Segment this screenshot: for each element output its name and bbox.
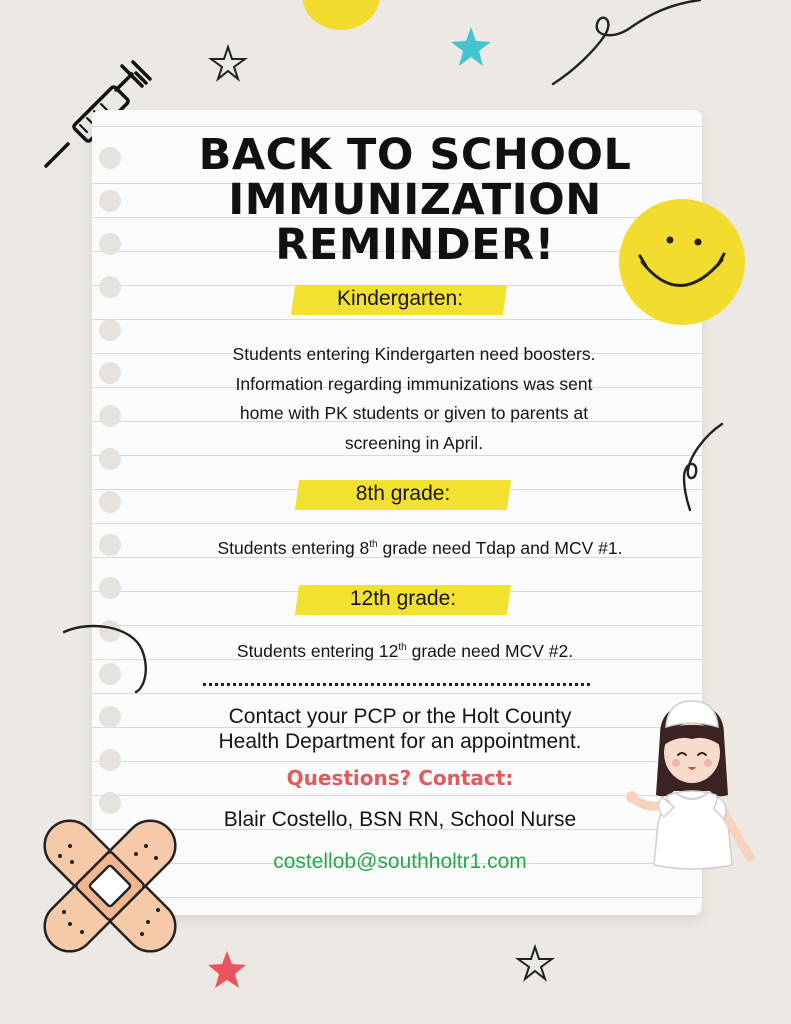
binder-hole bbox=[99, 534, 121, 556]
kindergarten-line: Information regarding immunizations was sent bbox=[235, 373, 593, 394]
binder-hole bbox=[99, 362, 121, 384]
grade12-heading: 12th grade: bbox=[349, 587, 457, 610]
binder-hole bbox=[99, 491, 121, 513]
squiggle-decoration bbox=[545, 0, 705, 90]
contact-line: Health Department for an appointment. bbox=[218, 730, 582, 753]
nurse-illustration bbox=[620, 695, 765, 875]
star-outline-icon bbox=[208, 44, 248, 82]
bandage-icon bbox=[30, 806, 190, 966]
contact-email[interactable]: costellob@southholtr1.com bbox=[273, 850, 527, 873]
squiggle-decoration bbox=[60, 622, 155, 694]
binder-hole bbox=[99, 147, 121, 169]
questions-heading: Questions? Contact: bbox=[286, 766, 514, 790]
title-line: BACK TO SCHOOL bbox=[198, 130, 632, 180]
title-line: REMINDER! bbox=[275, 220, 555, 270]
contact-line: Contact your PCP or the Holt County bbox=[228, 705, 572, 728]
grade8-text-before: Students entering 8 bbox=[217, 537, 370, 558]
ordinal-suffix: th bbox=[369, 539, 378, 550]
page-title bbox=[150, 130, 680, 270]
binder-hole bbox=[99, 577, 121, 599]
grade8-heading: 8th grade: bbox=[355, 482, 451, 505]
blue-star-icon bbox=[448, 25, 494, 69]
dotted-divider bbox=[203, 683, 590, 686]
grade8-text bbox=[150, 530, 690, 563]
grade8-text-after: grade need Tdap and MCV #1. bbox=[377, 537, 623, 558]
binder-hole bbox=[99, 448, 121, 470]
binder-hole bbox=[99, 276, 121, 298]
star-outline-icon bbox=[515, 944, 555, 982]
binder-hole bbox=[99, 405, 121, 427]
contact-instructions bbox=[150, 704, 650, 754]
binder-hole bbox=[99, 233, 121, 255]
yellow-circle-decoration bbox=[302, 0, 380, 30]
binder-hole bbox=[99, 706, 121, 728]
binder-hole bbox=[99, 749, 121, 771]
kindergarten-line: home with PK students or given to parents at bbox=[239, 403, 589, 423]
kindergarten-heading: Kindergarten: bbox=[336, 287, 464, 310]
nurse-name: Blair Costello, BSN RN, School Nurse bbox=[223, 808, 577, 831]
grade12-text bbox=[150, 633, 660, 666]
kindergarten-line: Students entering Kindergarten need boosters. bbox=[232, 344, 596, 364]
kindergarten-text bbox=[150, 340, 678, 458]
ordinal-suffix: th bbox=[398, 642, 407, 653]
title-line: IMMUNIZATION bbox=[228, 175, 602, 225]
binder-hole bbox=[99, 190, 121, 212]
grade12-text-before: Students entering 12 bbox=[236, 640, 399, 661]
grade12-text-after: grade need MCV #2. bbox=[406, 640, 574, 661]
pink-star-icon bbox=[205, 949, 249, 991]
squiggle-decoration bbox=[676, 420, 726, 512]
binder-hole bbox=[99, 319, 121, 341]
kindergarten-line: screening in April. bbox=[344, 432, 484, 453]
